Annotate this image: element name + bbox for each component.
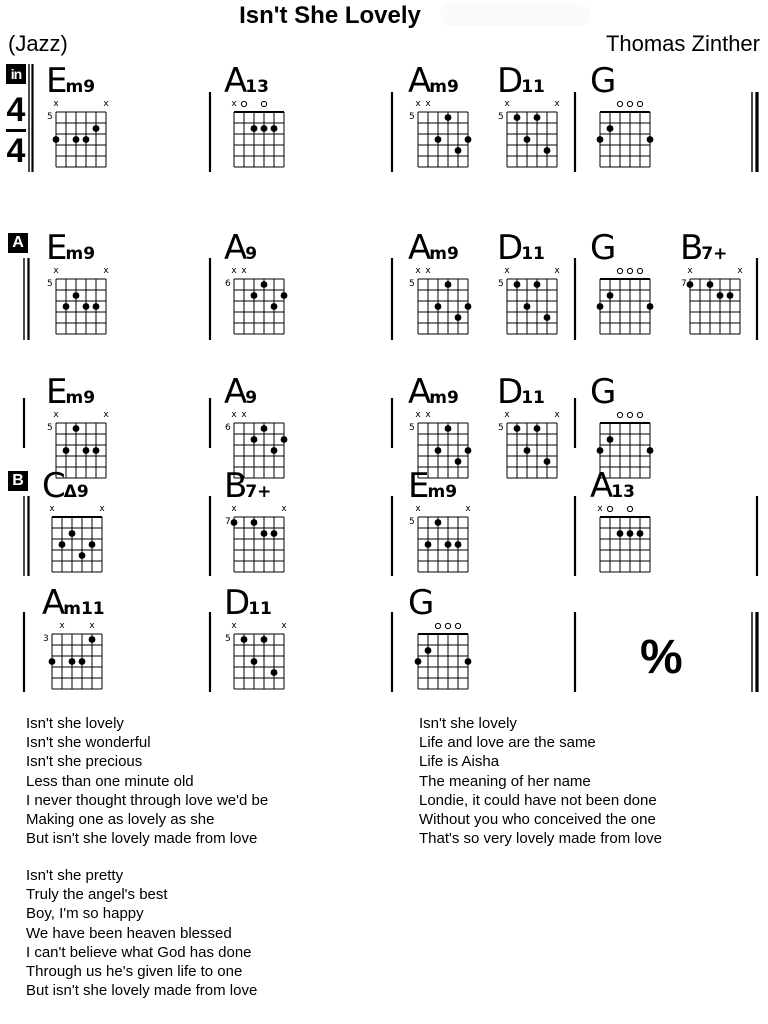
chord-root: A (42, 583, 65, 623)
chord-name (408, 583, 434, 623)
finger-dot (261, 636, 268, 643)
finger-dot (251, 292, 258, 299)
fretboard-diagram (590, 261, 650, 331)
finger-dot (435, 136, 442, 143)
finger-dot (435, 519, 442, 526)
lyric-line: I can't believe what God has done (26, 943, 252, 961)
chord-name (497, 61, 545, 101)
chord-quality: Δ9 (63, 482, 89, 502)
chord-quality: m9 (429, 244, 459, 264)
chord-am9 (408, 61, 498, 166)
finger-dot (83, 136, 90, 143)
chord-d11 (497, 372, 587, 477)
muted-string: x (425, 410, 431, 420)
muted-string: x (465, 504, 471, 514)
finger-dot (445, 425, 452, 432)
finger-dot (241, 636, 248, 643)
muted-string: x (103, 266, 109, 276)
muted-string: x (231, 504, 237, 514)
fretboard-diagram (497, 405, 560, 475)
chord-name (590, 61, 616, 101)
chord-name (224, 372, 258, 412)
finger-dot (647, 136, 654, 143)
lyric-line: Isn't she wonderful (26, 734, 151, 752)
finger-dot (455, 458, 462, 465)
finger-dot (617, 530, 624, 537)
fretboard-diagram (224, 94, 284, 164)
chord-root: D (497, 372, 523, 412)
finger-dot (261, 425, 268, 432)
lyric-line: I never thought through love we'd be (26, 791, 269, 809)
chord-name (42, 466, 89, 506)
open-string (637, 412, 642, 417)
muted-string: x (554, 410, 560, 420)
finger-dot (544, 147, 551, 154)
chord-root: G (590, 228, 616, 268)
chord-b7- (680, 228, 768, 333)
chord-name (497, 228, 545, 268)
finger-dot (514, 114, 521, 121)
finger-dot (89, 636, 96, 643)
open-string (627, 101, 632, 106)
finger-dot (465, 447, 472, 454)
finger-dot (63, 303, 70, 310)
finger-dot (607, 436, 614, 443)
chord-g (408, 583, 498, 688)
finger-dot (445, 281, 452, 288)
finger-dot (251, 436, 258, 443)
finger-dot (261, 281, 268, 288)
lyric-line: Londie, it could have not been done (419, 791, 657, 809)
lyric-line: Making one as lovely as she (26, 811, 215, 829)
chord-root: D (497, 228, 523, 268)
finger-dot (707, 281, 714, 288)
fretboard-diagram (46, 261, 109, 331)
chord-root: G (590, 372, 616, 412)
finger-dot (514, 425, 521, 432)
chord-quality: m9 (65, 388, 96, 408)
fretboard-diagram (42, 616, 102, 686)
muted-string: x (241, 266, 247, 276)
chord-quality: 9 (245, 388, 258, 408)
muted-string: x (737, 266, 743, 276)
finger-dot (93, 303, 100, 310)
finger-dot (597, 136, 604, 143)
chord-g (590, 228, 680, 333)
chord-name (46, 372, 96, 412)
lyric-line: Less than one minute old (26, 772, 194, 790)
fret-number: 5 (409, 517, 415, 527)
chord-em9 (46, 372, 136, 477)
muted-string: x (59, 621, 65, 631)
finger-dot (597, 447, 604, 454)
finger-dot (251, 125, 258, 132)
chord-am9 (408, 372, 498, 477)
fretboard-diagram (408, 405, 468, 475)
finger-dot (465, 303, 472, 310)
finger-dot (73, 425, 80, 432)
finger-dot (597, 303, 604, 310)
muted-string: x (415, 504, 421, 514)
chord-root: E (46, 228, 67, 268)
chord-a9 (224, 228, 314, 333)
chord-name (224, 61, 269, 101)
chord-root: A (224, 228, 247, 268)
finger-dot (271, 125, 278, 132)
chord-quality: 11 (521, 77, 545, 97)
fretboard-diagram (590, 405, 650, 475)
finger-dot (79, 552, 86, 559)
lyric-line: But isn't she lovely made from love (26, 982, 258, 1000)
chord-name (408, 372, 459, 412)
muted-string: x (231, 99, 237, 109)
finger-dot (83, 303, 90, 310)
open-string (637, 101, 642, 106)
fretboard-diagram (224, 499, 287, 569)
chord-name (224, 228, 258, 268)
chord-root: C (42, 466, 65, 506)
lyric-line: Truly the angel's best (26, 886, 168, 904)
open-string (607, 506, 612, 511)
finger-dot (727, 292, 734, 299)
composer-name: Thomas Zinther (605, 31, 760, 56)
open-string (455, 623, 460, 628)
muted-string: x (504, 410, 510, 420)
finger-dot (544, 458, 551, 465)
finger-dot (445, 541, 452, 548)
finger-dot (524, 136, 531, 143)
finger-dot (271, 530, 278, 537)
muted-string: x (281, 621, 287, 631)
muted-string: x (554, 266, 560, 276)
finger-dot (281, 292, 288, 299)
fret-number: 5 (409, 112, 415, 122)
finger-dot (455, 314, 462, 321)
finger-dot (647, 447, 654, 454)
lyric-line: That's so very lovely made from love (419, 830, 662, 848)
finger-dot (524, 447, 531, 454)
open-string (627, 412, 632, 417)
chord-name (590, 228, 616, 268)
fret-number: 7 (681, 279, 687, 289)
intro-marker: in (6, 64, 26, 84)
fretboard-diagram (46, 94, 109, 164)
fretboard-diagram (497, 261, 560, 331)
fretboard-diagram (408, 94, 468, 164)
finger-dot (73, 136, 80, 143)
finger-dot (627, 530, 634, 537)
lyric-line: Life is Aisha (419, 753, 500, 771)
chord-quality: 9 (245, 244, 258, 264)
open-string (445, 623, 450, 628)
fret-number: 5 (47, 279, 53, 289)
chord-quality: m9 (65, 244, 96, 264)
chord-em9 (46, 228, 136, 333)
open-string (617, 412, 622, 417)
chord-name (590, 466, 635, 506)
finger-dot (69, 658, 76, 665)
time-signature-top: 4 (6, 91, 26, 129)
muted-string: x (231, 621, 237, 631)
finger-dot (83, 447, 90, 454)
finger-dot (271, 669, 278, 676)
chord-root: E (46, 61, 67, 101)
muted-string: x (687, 266, 693, 276)
chord-quality: 11 (521, 244, 545, 264)
finger-dot (524, 303, 531, 310)
finger-dot (425, 647, 432, 654)
chord-root: A (408, 61, 431, 101)
chord-name (224, 583, 272, 623)
muted-string: x (49, 504, 55, 514)
chord-root: A (408, 372, 431, 412)
fret-number: 5 (498, 423, 504, 433)
chord-root: G (408, 583, 434, 623)
lyric-line: But isn't she lovely made from love (26, 830, 258, 848)
chord-root: E (46, 372, 67, 412)
muted-string: x (425, 99, 431, 109)
finger-dot (425, 541, 432, 548)
muted-string: x (281, 504, 287, 514)
chord-quality: m9 (429, 77, 459, 97)
chord-quality: m9 (65, 77, 96, 97)
finger-dot (49, 658, 56, 665)
chord-name (46, 61, 96, 101)
fret-number: 5 (498, 279, 504, 289)
finger-dot (455, 541, 462, 548)
fretboard-diagram (408, 499, 471, 569)
finger-dot (271, 447, 278, 454)
chord-name (224, 466, 272, 506)
finger-dot (465, 658, 472, 665)
chord-name (42, 583, 105, 623)
finger-dot (534, 281, 541, 288)
fret-number: 3 (43, 634, 49, 644)
muted-string: x (425, 266, 431, 276)
repeat-measure-sign: % (640, 631, 683, 684)
fret-number: 5 (409, 423, 415, 433)
chord-root: A (224, 61, 247, 101)
finger-dot (435, 303, 442, 310)
time-signature-bottom: 4 (6, 132, 26, 170)
lyric-line: Without you who conceived the one (419, 811, 656, 829)
lyric-line: Isn't she precious (26, 753, 143, 771)
chord-root: B (680, 228, 703, 268)
fretboard-diagram (408, 261, 468, 331)
finger-dot (455, 147, 462, 154)
chord-d11 (497, 61, 587, 166)
lyric-line: Life and love are the same (419, 734, 596, 752)
fret-number: 6 (225, 423, 231, 433)
open-string (261, 101, 266, 106)
finger-dot (281, 436, 288, 443)
fret-number: 5 (498, 112, 504, 122)
lyric-line: We have been heaven blessed (26, 924, 232, 942)
finger-dot (647, 303, 654, 310)
chord-am9 (408, 228, 498, 333)
chord-name (497, 372, 545, 412)
chord-root: D (497, 61, 523, 101)
muted-string: x (415, 99, 421, 109)
chord-quality: 13 (611, 482, 635, 502)
fretboard-diagram (46, 405, 109, 475)
chord-root: E (408, 466, 429, 506)
finger-dot (637, 530, 644, 537)
finger-dot (465, 136, 472, 143)
muted-string: x (99, 504, 105, 514)
muted-string: x (504, 99, 510, 109)
chord-em9 (408, 466, 498, 571)
chord-name (408, 61, 459, 101)
chord-root: B (224, 466, 247, 506)
chord-quality: 7+ (245, 482, 272, 502)
muted-string: x (103, 99, 109, 109)
finger-dot (514, 281, 521, 288)
finger-dot (89, 541, 96, 548)
open-string (617, 268, 622, 273)
lyric-line: Isn't she pretty (26, 867, 124, 884)
chord-d11 (224, 583, 314, 688)
chord-am11 (42, 583, 132, 688)
chord-name (408, 466, 458, 506)
open-string (627, 268, 632, 273)
finger-dot (435, 447, 442, 454)
chord-g (590, 61, 680, 166)
chord-b7- (224, 466, 314, 571)
chord-a13 (224, 61, 314, 166)
song-title: Isn't She Lovely (239, 2, 421, 29)
chord-name (408, 228, 459, 268)
chord-name (46, 228, 96, 268)
chord-root: A (590, 466, 613, 506)
finger-dot (687, 281, 694, 288)
chord-name (590, 372, 616, 412)
fret-number: 5 (409, 279, 415, 289)
chord-quality: m9 (429, 388, 459, 408)
chord-quality: 11 (248, 599, 272, 619)
fretboard-diagram (224, 405, 284, 475)
fretboard-diagram (224, 261, 284, 331)
chord-a13 (590, 466, 680, 571)
chord-quality: m9 (427, 482, 458, 502)
finger-dot (251, 519, 258, 526)
finger-dot (53, 136, 60, 143)
finger-dot (79, 658, 86, 665)
fretboard-diagram (590, 499, 650, 569)
lyric-line: Isn't she lovely (419, 715, 517, 732)
finger-dot (534, 425, 541, 432)
chord-root: D (224, 583, 250, 623)
muted-string: x (89, 621, 95, 631)
finger-dot (271, 303, 278, 310)
muted-string: x (53, 99, 59, 109)
fretboard-diagram (680, 261, 743, 331)
finger-dot (445, 114, 452, 121)
chord-root: G (590, 61, 616, 101)
finger-dot (544, 314, 551, 321)
fretboard-diagram (497, 94, 560, 164)
chord-em9 (46, 61, 136, 166)
chord-root: A (408, 228, 431, 268)
finger-dot (415, 658, 422, 665)
finger-dot (69, 530, 76, 537)
chord-name (680, 228, 728, 268)
muted-string: x (597, 504, 603, 514)
finger-dot (261, 125, 268, 132)
open-string (241, 101, 246, 106)
finger-dot (93, 447, 100, 454)
lyric-line: Boy, I'm so happy (26, 905, 144, 923)
finger-dot (59, 541, 66, 548)
lyrics-verse-2 (26, 866, 257, 1000)
finger-dot (73, 292, 80, 299)
open-string (435, 623, 440, 628)
fret-number: 5 (47, 423, 53, 433)
muted-string: x (415, 266, 421, 276)
muted-string: x (231, 266, 237, 276)
chord-d11 (497, 228, 587, 333)
lyrics-verse-3 (419, 714, 662, 848)
finger-dot (534, 114, 541, 121)
muted-string: x (103, 410, 109, 420)
finger-dot (231, 519, 238, 526)
open-string (637, 268, 642, 273)
lyric-line: The meaning of her name (419, 772, 591, 790)
lyrics-verse-1 (26, 714, 268, 848)
muted-string: x (241, 410, 247, 420)
finger-dot (261, 530, 268, 537)
fretboard-diagram (224, 616, 287, 686)
fret-number: 7 (225, 517, 231, 527)
fret-number: 6 (225, 279, 231, 289)
lyric-line: Isn't she lovely (26, 715, 124, 732)
chord-quality: m11 (63, 599, 105, 619)
section-a-marker: A (8, 233, 28, 253)
lyric-line: Through us he's given life to one (26, 963, 243, 981)
chord-root: A (224, 372, 247, 412)
muted-string: x (554, 99, 560, 109)
muted-string: x (504, 266, 510, 276)
finger-dot (63, 447, 70, 454)
muted-string: x (53, 410, 59, 420)
muted-string: x (415, 410, 421, 420)
finger-dot (717, 292, 724, 299)
open-string (627, 506, 632, 511)
chord-g (590, 372, 680, 477)
fretboard-diagram (408, 616, 468, 686)
muted-string: x (231, 410, 237, 420)
fret-number: 5 (47, 112, 53, 122)
chord-quality: 7+ (701, 244, 728, 264)
open-string (617, 101, 622, 106)
chord-c-9 (42, 466, 132, 571)
chord-quality: 13 (245, 77, 269, 97)
fretboard-diagram (42, 499, 105, 569)
muted-string: x (53, 266, 59, 276)
finger-dot (93, 125, 100, 132)
style-label: (Jazz) (8, 31, 68, 56)
fret-number: 5 (225, 634, 231, 644)
chord-a9 (224, 372, 314, 477)
finger-dot (607, 292, 614, 299)
finger-dot (607, 125, 614, 132)
fretboard-diagram (590, 94, 650, 164)
chord-quality: 11 (521, 388, 545, 408)
finger-dot (251, 658, 258, 665)
section-b-marker: B (8, 471, 28, 491)
